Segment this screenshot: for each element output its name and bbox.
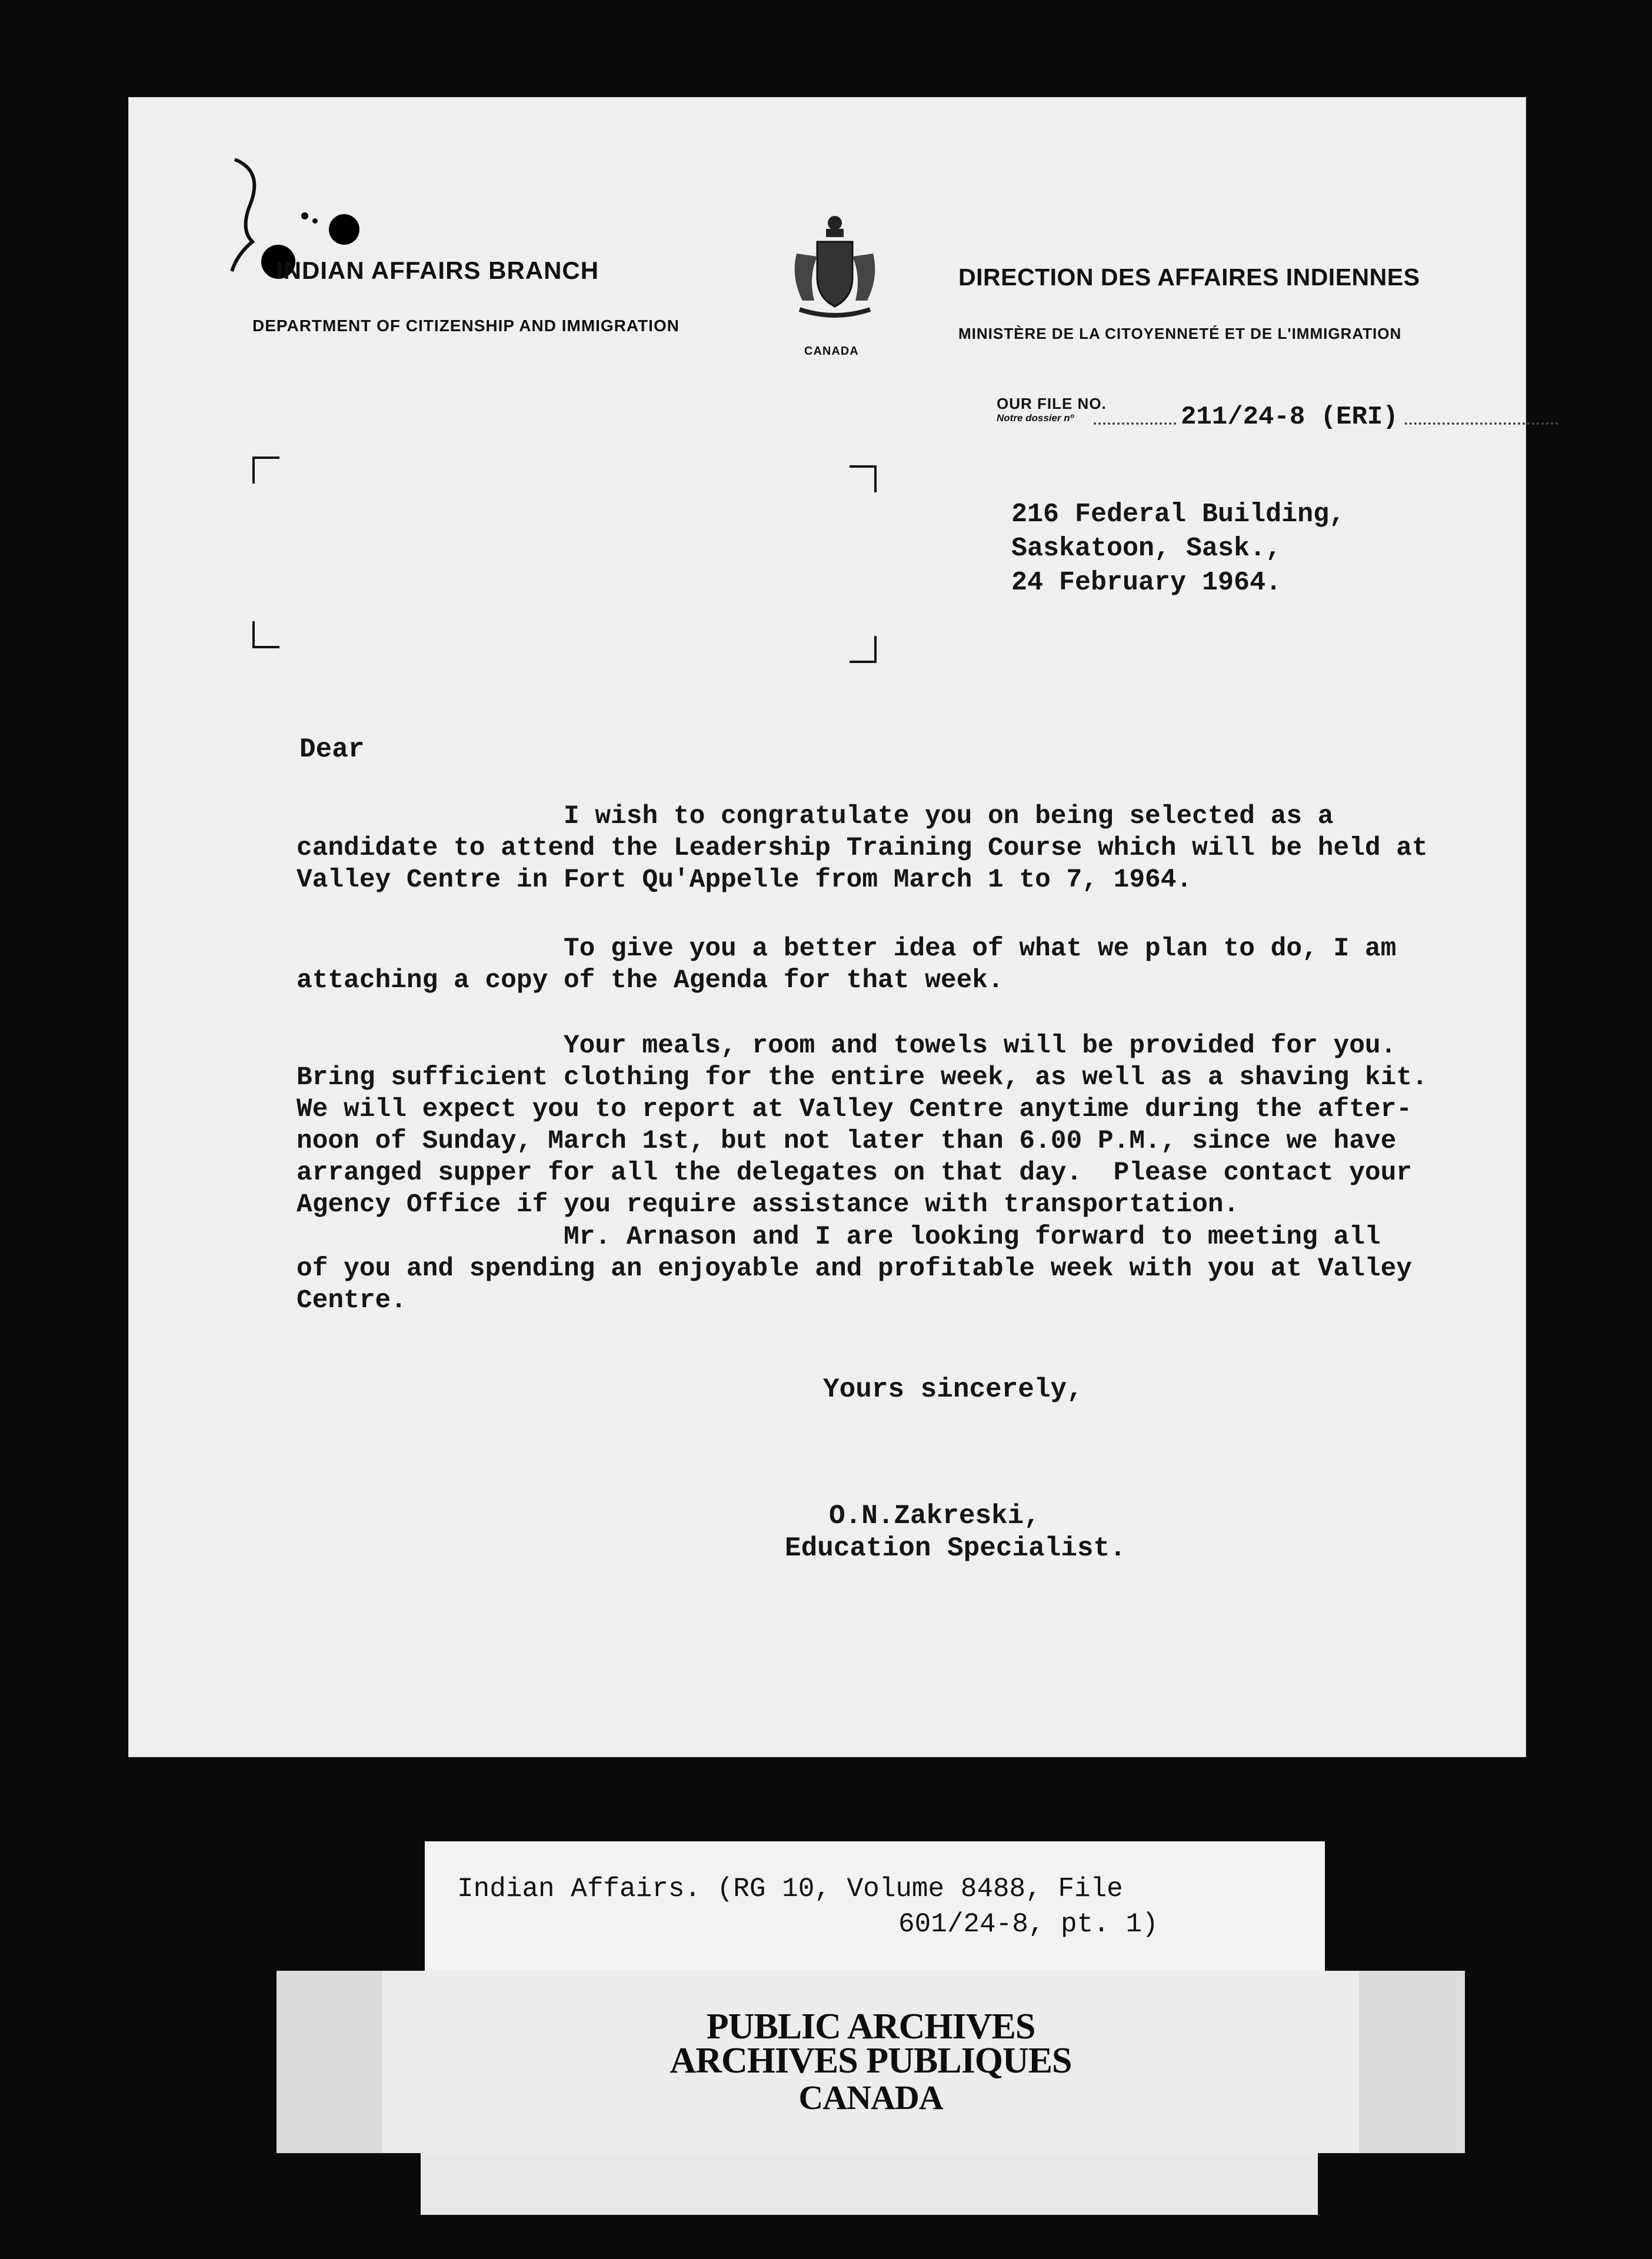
text-line: of you and spending an enjoyable and profitable week with you at Valley — [297, 1254, 1413, 1284]
coat-of-arms-icon — [785, 212, 885, 324]
text-line: Mr. Arnason and I are looking forward to meeting all — [297, 1222, 1381, 1252]
body-paragraph-1 — [297, 801, 1450, 896]
archives-stamp — [382, 1971, 1359, 2153]
text-line: I wish to congratulate you on being selected as a — [297, 802, 1334, 831]
letterhead-left-title: INDIAN AFFAIRS BRANCH — [276, 256, 599, 284]
stamp-line: PUBLIC ARCHIVES — [706, 2007, 1035, 2047]
address-line: Saskatoon, Sask., — [1011, 534, 1282, 564]
sender-address — [1011, 498, 1345, 600]
text-line: Valley Centre in Fort Qu'Appelle from March 1 to 7, 1964. — [297, 865, 1193, 895]
address-window-corner — [252, 457, 279, 484]
text-line: Centre. — [297, 1286, 407, 1315]
text-line: candidate to attend the Leadership Training Course which will be held at — [297, 834, 1428, 863]
archives-stamp-band — [277, 1971, 1465, 2153]
body-paragraph-2 — [297, 933, 1450, 997]
ink-spot — [301, 212, 308, 219]
text-line: Bring sufficient clothing for the entire week, as well as a shaving kit. — [297, 1063, 1428, 1092]
text-line: Agency Office if you require assistance with transportation. — [297, 1190, 1240, 1220]
citation-line: Indian Affairs. (RG 10, Volume 8488, File — [457, 1874, 1123, 1904]
signer-title: Education Specialist. — [785, 1533, 1126, 1564]
address-line: 24 February 1964. — [1011, 568, 1282, 598]
address-window-corner — [850, 636, 877, 663]
complimentary-close: Yours sincerely, — [823, 1374, 1083, 1405]
text-line: attaching a copy of the Agenda for that week. — [297, 966, 1004, 995]
body-paragraph-4 — [297, 1221, 1450, 1317]
citation-line: 601/24-8, pt. 1) — [898, 1909, 1158, 1940]
letter-sheet — [128, 97, 1526, 1757]
archives-stamp-base — [421, 2153, 1318, 2215]
text-line: noon of Sunday, March 1st, but not later than 6.00 P.M., since we have — [297, 1127, 1397, 1156]
address-window-corner — [252, 621, 279, 648]
ink-spot — [312, 218, 318, 224]
signer-name: O.N.Zakreski, — [829, 1501, 1040, 1531]
address-window-corner — [850, 465, 877, 492]
letterhead-right-subtitle: MINISTÈRE DE LA CITOYENNETÉ ET DE L'IMMIGRATION — [958, 325, 1402, 342]
stamp-line: ARCHIVES PUBLIQUES — [670, 2041, 1072, 2081]
text-line: Your meals, room and towels will be provided for you. — [297, 1031, 1397, 1061]
ink-spot — [329, 214, 359, 245]
body-paragraph-3 — [297, 1030, 1450, 1221]
letterhead-right-title: DIRECTION DES AFFAIRES INDIENNES — [958, 264, 1420, 291]
address-line: 216 Federal Building, — [1011, 499, 1345, 529]
file-number-label: OUR FILE NO. — [997, 395, 1107, 412]
text-line: We will expect you to report at Valley Centre anytime during the after- — [297, 1095, 1413, 1124]
file-number-label-fr: Notre dossier nº — [997, 412, 1074, 424]
stamp-line: CANADA — [798, 2078, 943, 2117]
file-number: 211/24-8 (ERI) — [1176, 402, 1403, 432]
text-line: To give you a better idea of what we plan to do, I am — [297, 934, 1397, 964]
crest-label: CANADA — [804, 345, 859, 358]
salutation: Dear — [299, 734, 365, 765]
archive-citation-slip — [425, 1841, 1325, 1988]
text-line: arranged supper for all the delegates on that day. Please contact your — [297, 1158, 1413, 1188]
letterhead-left-subtitle: DEPARTMENT OF CITIZENSHIP AND IMMIGRATION — [252, 316, 680, 335]
